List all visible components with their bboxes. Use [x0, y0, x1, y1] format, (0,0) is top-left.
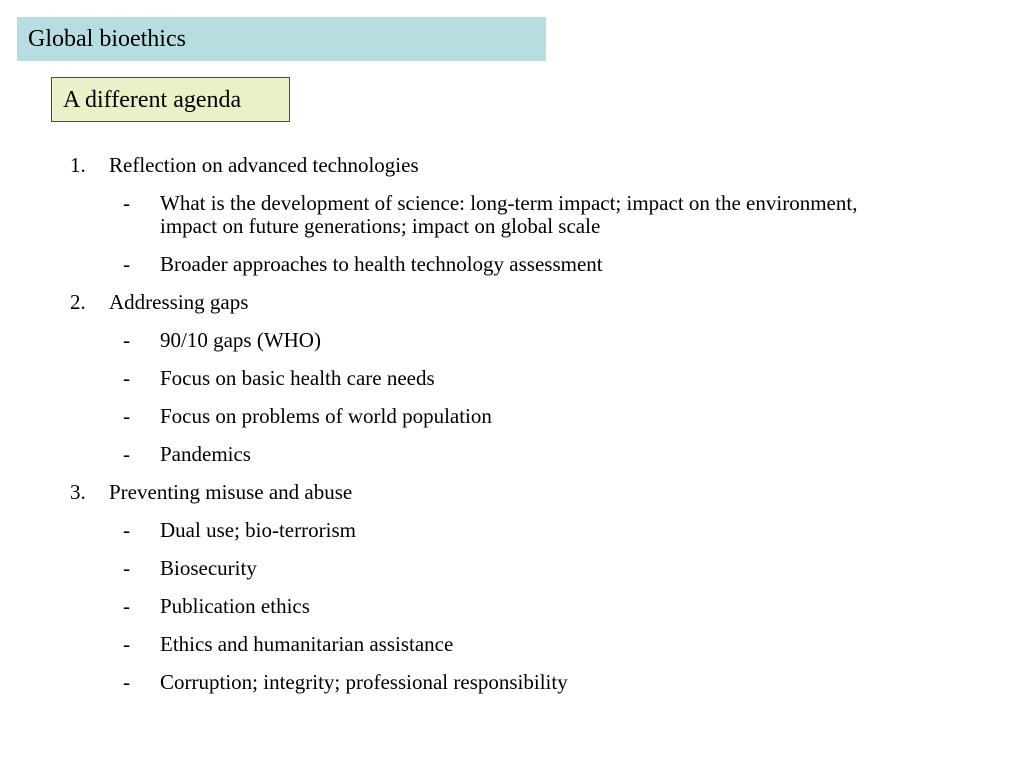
list-item-text: Biosecurity [160, 556, 257, 580]
list-item [123, 192, 920, 238]
list-item-text: What is the development of science: long-term impact; impact on the environment, impact on future generations; impact on global scale [160, 191, 858, 238]
section-points [123, 192, 920, 276]
list-item-text: Publication ethics [160, 594, 310, 618]
section-number: 3. [70, 480, 86, 504]
list-item [123, 443, 920, 466]
slide-title: Global bioethics [17, 17, 546, 61]
list-item-text: 90/10 gaps (WHO) [160, 328, 321, 352]
list-item [123, 671, 920, 694]
bullet-dash: - [123, 556, 130, 580]
list-item-text: Broader approaches to health technology assessment [160, 252, 603, 276]
bullet-dash: - [123, 191, 130, 215]
bullet-dash: - [123, 632, 130, 656]
bullet-dash: - [123, 328, 130, 352]
bullet-dash: - [123, 670, 130, 694]
section-heading: Reflection on advanced technologies [109, 153, 419, 177]
bullet-dash: - [123, 404, 130, 428]
section-number: 1. [70, 153, 86, 177]
section-heading-row [70, 154, 920, 177]
list-item [123, 253, 920, 276]
section-heading: Addressing gaps [109, 290, 249, 314]
section-points [123, 519, 920, 694]
section-number: 2. [70, 290, 86, 314]
list-item [123, 367, 920, 390]
bullet-dash: - [123, 366, 130, 390]
bullet-dash: - [123, 594, 130, 618]
bullet-dash: - [123, 442, 130, 466]
list-item [123, 519, 920, 542]
list-item [123, 405, 920, 428]
list-item-text: Dual use; bio-terrorism [160, 518, 356, 542]
list-item [123, 595, 920, 618]
section-points [123, 329, 920, 466]
agenda-list [70, 154, 920, 709]
list-item [123, 329, 920, 352]
list-item [123, 557, 920, 580]
list-item-text: Corruption; integrity; professional responsibility [160, 670, 568, 694]
list-item-text: Focus on problems of world population [160, 404, 492, 428]
list-item-text: Ethics and humanitarian assistance [160, 632, 454, 656]
agenda-section-1 [70, 154, 920, 276]
agenda-section-3 [70, 481, 920, 694]
slide-subtitle: A different agenda [51, 77, 290, 122]
agenda-section-2 [70, 291, 920, 466]
list-item [123, 633, 920, 656]
bullet-dash: - [123, 518, 130, 542]
section-heading-row [70, 291, 920, 314]
section-heading-row [70, 481, 920, 504]
list-item-text: Focus on basic health care needs [160, 366, 435, 390]
section-heading: Preventing misuse and abuse [109, 480, 353, 504]
list-item-text: Pandemics [160, 442, 251, 466]
bullet-dash: - [123, 252, 130, 276]
